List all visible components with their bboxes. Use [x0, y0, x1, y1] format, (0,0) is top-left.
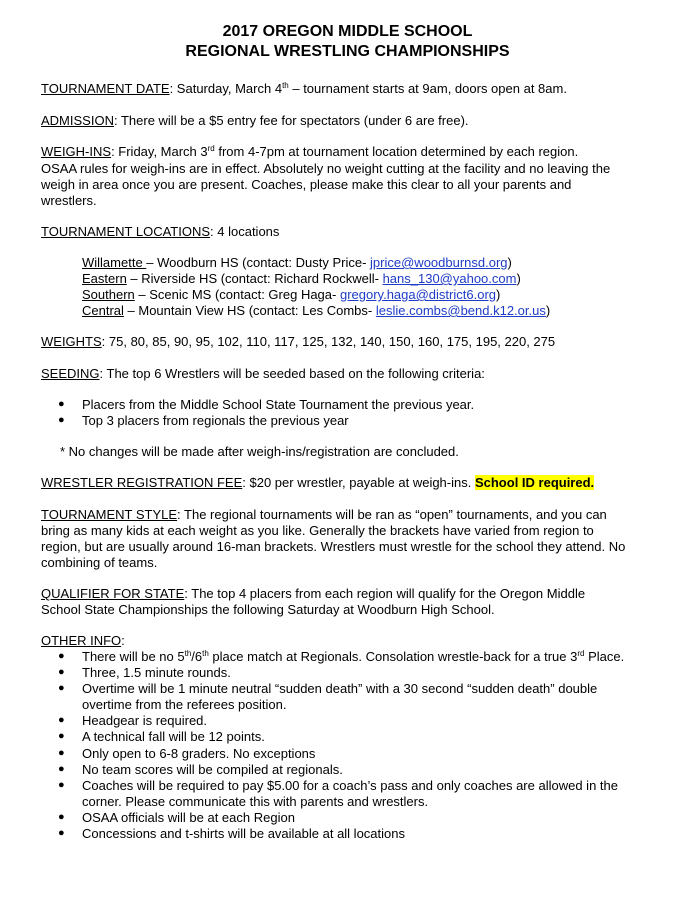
other-info-bullet: Headgear is required.	[82, 713, 208, 728]
locations-label: TOURNAMENT LOCATIONS	[41, 224, 211, 239]
email-link[interactable]: jprice@woodburnsd.org	[370, 255, 508, 270]
style-text: bring as many kids at each weight as you like. Generally the brackets have varied from region to	[41, 523, 594, 538]
email-link[interactable]: gregory.haga@district6.org	[339, 287, 497, 302]
other-info-bullet: Coaches will be required to pay $5.00 for a coach’s pass and only coaches are allowed in the	[82, 778, 618, 793]
style-text: combining of teams.	[41, 555, 158, 570]
weigh-ins-label: WEIGH-INS	[41, 144, 112, 159]
other-info-bullet-cont: overtime from the referees position.	[82, 697, 287, 712]
other-info-bullet: Three, 1.5 minute rounds.	[82, 665, 231, 680]
seeding-line: SEEDING: The top 6 Wrestlers will be seeded based on the following criteria:	[41, 366, 485, 381]
style-text: region, but are usually around 16-man brackets. Wrestlers must wrestle for the school they attend. No	[41, 539, 626, 554]
email-link[interactable]: hans_130@yahoo.com	[382, 271, 517, 286]
bullet-icon: ●	[58, 827, 65, 839]
other-info-bullet-cont: corner. Please communicate this with parents and wrestlers.	[82, 794, 429, 809]
other-info-line: OTHER INFO:	[41, 633, 125, 648]
bullet-icon: ●	[58, 747, 65, 759]
registration-label: WRESTLER REGISTRATION FEE	[41, 475, 243, 490]
location-item: Eastern – Riverside HS (contact: Richard Rockwell- hans_130@yahoo.com)	[82, 271, 521, 286]
bullet-icon: ●	[58, 414, 65, 426]
tournament-date-line: TOURNAMENT DATE: Saturday, March 4th – tournament starts at 9am, doors open at 8am.	[41, 81, 567, 96]
qualifier-label: QUALIFIER FOR STATE	[41, 586, 185, 601]
bullet-icon: ●	[58, 811, 65, 823]
seeding-bullet: Placers from the Middle School State Tournament the previous year.	[82, 397, 475, 412]
admission-label: ADMISSION	[41, 113, 114, 128]
weigh-ins-line: WEIGH-INS: Friday, March 3rd from 4-7pm at tournament location determined by each region.	[41, 144, 579, 159]
bullet-icon: ●	[58, 714, 65, 726]
registration-line: WRESTLER REGISTRATION FEE: $20 per wrestler, payable at weigh-ins. School ID required.	[41, 475, 595, 490]
bullet-icon: ●	[58, 682, 65, 694]
other-info-bullet: A technical fall will be 12 points.	[82, 729, 265, 744]
title-line-1: 2017 OREGON MIDDLE SCHOOL	[222, 23, 473, 40]
other-info-bullet: No team scores will be compiled at regionals.	[82, 762, 343, 777]
other-info-bullet: OSAA officials will be at each Region	[82, 810, 295, 825]
weigh-ins-text: weigh in area once you are present. Coaches, please make this clear to all your parents and	[41, 177, 572, 192]
seeding-bullet: Top 3 placers from regionals the previous year	[82, 413, 349, 428]
locations-line: TOURNAMENT LOCATIONS: 4 locations	[41, 224, 280, 239]
bullet-icon: ●	[58, 779, 65, 791]
location-item: Willamette – Woodburn HS (contact: Dusty Price- jprice@woodburnsd.org)	[82, 255, 512, 270]
location-item: Central – Mountain View HS (contact: Les Combs- leslie.combs@bend.k12.or.us)	[82, 303, 551, 318]
other-info-bullet: Overtime will be 1 minute neutral “sudden death” with a 30 second “sudden death” double	[82, 681, 598, 696]
seeding-note: * No changes will be made after weigh-ins/registration are concluded.	[60, 444, 459, 459]
title-line-2: REGIONAL WRESTLING CHAMPIONSHIPS	[185, 43, 510, 60]
weigh-ins-text: wrestlers.	[41, 193, 97, 208]
qualifier-text: School State Championships the following Saturday at Woodburn High School.	[41, 602, 495, 617]
location-item: Southern – Scenic MS (contact: Greg Haga- gregory.haga@district6.org)	[82, 287, 501, 302]
other-info-bullet: Only open to 6-8 graders. No exceptions	[82, 746, 316, 761]
seeding-label: SEEDING	[41, 366, 100, 381]
bullet-icon: ●	[58, 666, 65, 678]
other-info-bullet: Concessions and t-shirts will be available at all locations	[82, 826, 405, 841]
weights-label: WEIGHTS	[41, 334, 102, 349]
style-label: TOURNAMENT STYLE	[41, 507, 178, 522]
other-info-bullet: There will be no 5th/6th place match at Regionals. Consolation wrestle-back for a true 3rd Place.	[82, 649, 625, 664]
weights-line: WEIGHTS: 75, 80, 85, 90, 95, 102, 110, 117, 125, 132, 140, 150, 160, 175, 195, 220, 275	[41, 334, 556, 349]
weigh-ins-text: OSAA rules for weigh-ins are in effect. Absolutely no weight cutting at the facility and no leaving the	[41, 161, 611, 176]
bullet-icon: ●	[58, 763, 65, 775]
email-link[interactable]: leslie.combs@bend.k12.or.us	[375, 303, 546, 318]
bullet-icon: ●	[58, 650, 65, 662]
other-info-label: OTHER INFO	[41, 633, 122, 648]
qualifier-line: QUALIFIER FOR STATE: The top 4 placers from each region will qualify for the Oregon Middle	[41, 586, 586, 601]
bullet-icon: ●	[58, 398, 65, 410]
school-id-highlight: School ID required.	[474, 475, 595, 490]
style-line: TOURNAMENT STYLE: The regional tournaments will be ran as “open” tournaments, and you can	[41, 507, 607, 522]
tournament-date-label: TOURNAMENT DATE	[41, 81, 170, 96]
bullet-icon: ●	[58, 730, 65, 742]
admission-line: ADMISSION: There will be a $5 entry fee for spectators (under 6 are free).	[41, 113, 469, 128]
